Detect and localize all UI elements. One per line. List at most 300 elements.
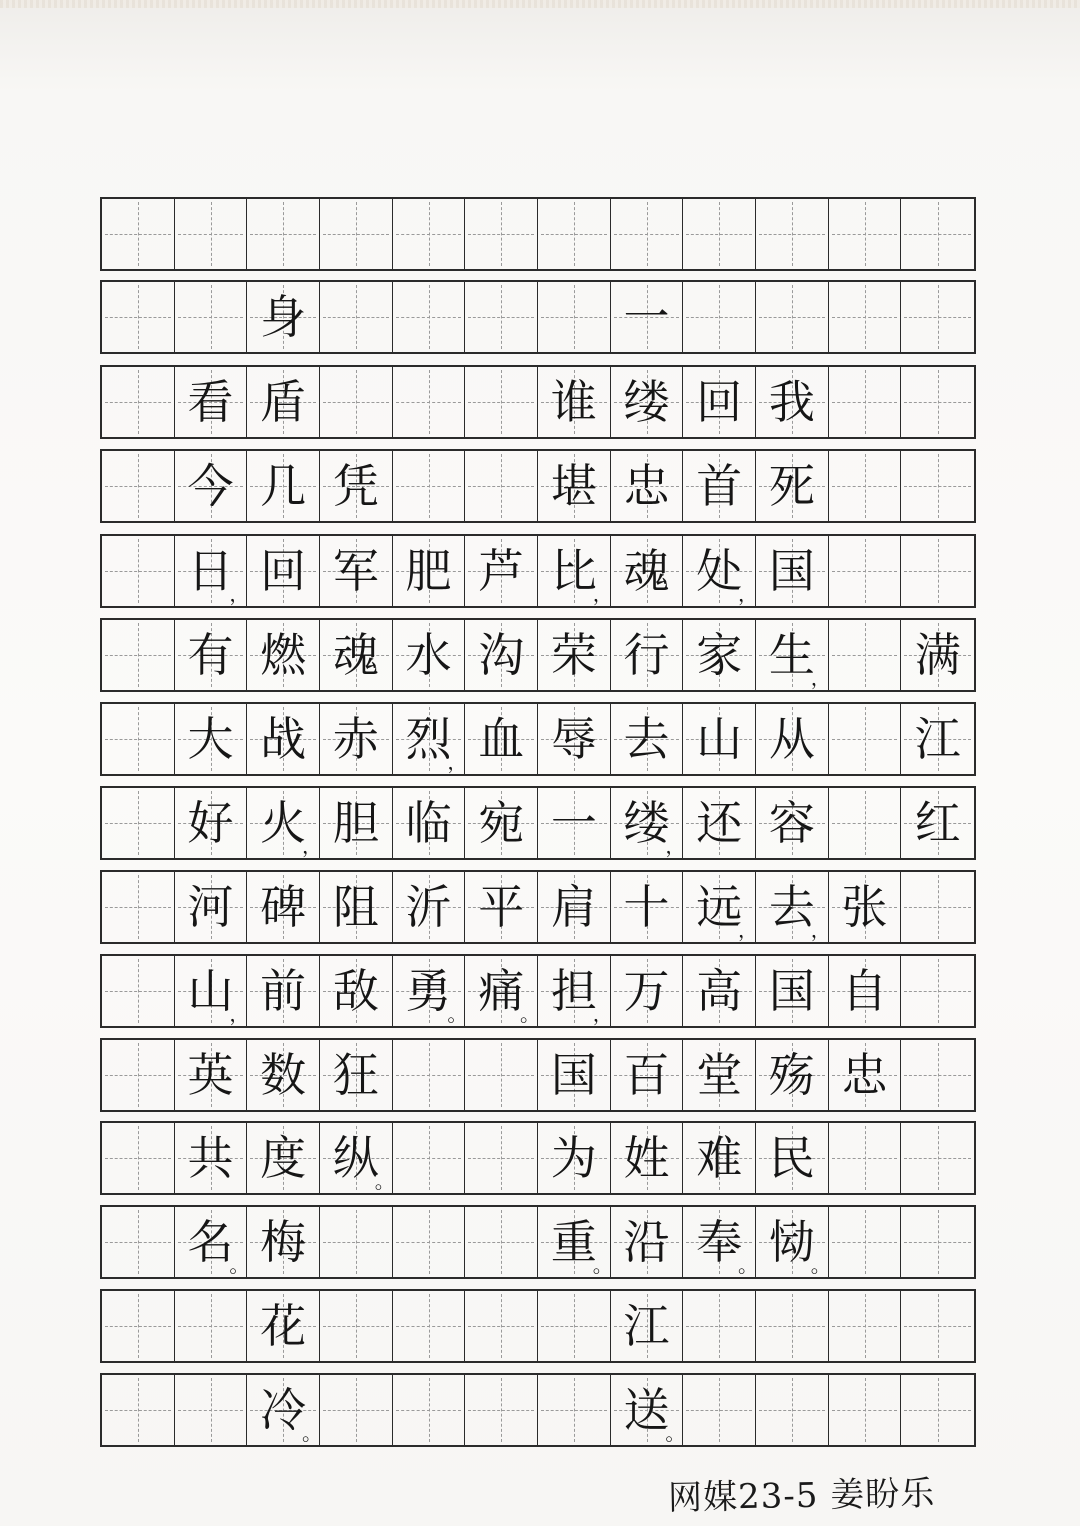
grid-cell bbox=[756, 872, 829, 942]
handwritten-character: 去 bbox=[768, 880, 815, 934]
handwritten-character: 共 bbox=[187, 1131, 234, 1185]
handwritten-character: 红 bbox=[914, 796, 961, 850]
punctuation-mark: ， bbox=[229, 1002, 250, 1026]
grid-cell bbox=[538, 282, 611, 352]
handwritten-character: 狂 bbox=[332, 1048, 379, 1102]
grid-cell bbox=[102, 282, 175, 352]
handwritten-character: 碑 bbox=[260, 880, 307, 934]
grid-cell bbox=[247, 536, 320, 606]
grid-cell bbox=[465, 956, 541, 1026]
punctuation-mark: 。 bbox=[592, 1253, 613, 1277]
punctuation-mark: 。 bbox=[302, 1421, 323, 1445]
handwritten-character: 比 bbox=[550, 544, 597, 598]
handwritten-character: 荣 bbox=[550, 628, 597, 682]
grid-cell bbox=[829, 872, 902, 942]
grid-cell bbox=[393, 704, 466, 774]
grid-cell bbox=[829, 1123, 902, 1193]
grid-cell bbox=[611, 872, 684, 942]
handwritten-character: 冷 bbox=[260, 1383, 307, 1437]
grid-cell bbox=[538, 536, 611, 606]
grid-cell bbox=[175, 451, 248, 521]
grid-cell bbox=[465, 1040, 538, 1110]
grid-cell bbox=[465, 367, 538, 437]
grid-cell bbox=[901, 788, 974, 858]
handwritten-character: 赤 bbox=[332, 712, 379, 766]
grid-cell bbox=[465, 1123, 538, 1193]
handwritten-character: 自 bbox=[841, 964, 888, 1018]
grid-cell bbox=[901, 536, 974, 606]
grid-cell bbox=[320, 956, 393, 1026]
grid-cell bbox=[901, 956, 974, 1026]
handwritten-character: 燃 bbox=[260, 628, 307, 682]
grid-cell bbox=[102, 199, 175, 269]
punctuation-mark: 。 bbox=[738, 1253, 759, 1277]
handwritten-character: 盾 bbox=[260, 375, 307, 429]
handwritten-character: 生 bbox=[768, 628, 815, 682]
grid-cell bbox=[611, 367, 684, 437]
grid-cell bbox=[611, 1123, 684, 1193]
grid-cell bbox=[465, 1375, 538, 1445]
grid-cell bbox=[756, 1375, 829, 1445]
grid-cell bbox=[901, 451, 974, 521]
grid-cell bbox=[683, 704, 756, 774]
handwritten-character: 血 bbox=[478, 712, 525, 766]
grid-cell bbox=[175, 1123, 248, 1193]
handwritten-character: 看 bbox=[187, 375, 234, 429]
grid-cell bbox=[175, 1291, 248, 1361]
grid-cell bbox=[175, 956, 248, 1026]
grid-cell bbox=[175, 367, 248, 437]
grid-cell bbox=[320, 451, 393, 521]
handwritten-character: 忠 bbox=[623, 459, 670, 513]
grid-cell bbox=[829, 704, 902, 774]
grid-cell bbox=[756, 282, 829, 352]
grid-cell bbox=[102, 872, 175, 942]
handwritten-character: 万 bbox=[623, 964, 670, 1018]
grid-cell bbox=[320, 704, 393, 774]
grid-cell bbox=[538, 199, 611, 269]
handwritten-character: 担 bbox=[550, 964, 597, 1018]
grid-cell bbox=[683, 1375, 756, 1445]
handwritten-character: 缕 bbox=[623, 375, 670, 429]
grid-row bbox=[100, 1038, 976, 1112]
handwritten-character: 堪 bbox=[550, 459, 597, 513]
handwritten-character: 送 bbox=[623, 1383, 670, 1437]
handwritten-character: 前 bbox=[260, 964, 307, 1018]
grid-cell bbox=[756, 1123, 829, 1193]
grid-cell bbox=[393, 451, 466, 521]
grid-cell bbox=[393, 956, 466, 1026]
handwritten-character: 沂 bbox=[405, 880, 452, 934]
punctuation-mark: ， bbox=[665, 834, 686, 858]
handwritten-character: 死 bbox=[768, 459, 815, 513]
grid-cell bbox=[538, 367, 611, 437]
grid-cell bbox=[683, 956, 756, 1026]
grid-cell bbox=[538, 1123, 611, 1193]
handwritten-character: 芦 bbox=[478, 544, 525, 598]
grid-cell bbox=[683, 620, 756, 690]
grid-cell bbox=[901, 1291, 974, 1361]
handwritten-character: 难 bbox=[696, 1131, 743, 1185]
grid-cell bbox=[247, 451, 320, 521]
grid-cell bbox=[829, 956, 902, 1026]
punctuation-mark: ， bbox=[810, 918, 831, 942]
handwritten-character: 沿 bbox=[623, 1215, 670, 1269]
grid-cell bbox=[538, 956, 611, 1026]
handwritten-character: 容 bbox=[768, 796, 815, 850]
handwritten-character: 满 bbox=[914, 628, 961, 682]
grid-cell bbox=[175, 872, 248, 942]
grid-cell bbox=[611, 1375, 684, 1445]
grid-row bbox=[100, 1121, 976, 1195]
handwritten-character: 远 bbox=[696, 880, 743, 934]
punctuation-mark: ， bbox=[447, 750, 468, 774]
grid-cell bbox=[756, 451, 829, 521]
grid-row bbox=[100, 534, 976, 608]
grid-cell bbox=[901, 1040, 974, 1110]
grid-cell bbox=[393, 282, 466, 352]
punctuation-mark: 。 bbox=[665, 1421, 686, 1445]
handwritten-character: 民 bbox=[768, 1131, 815, 1185]
grid-cell bbox=[683, 367, 756, 437]
handwritten-character: 好 bbox=[187, 796, 234, 850]
grid-row bbox=[100, 786, 976, 860]
grid-cell bbox=[320, 1207, 393, 1277]
grid-cell bbox=[611, 282, 684, 352]
grid-cell bbox=[901, 1123, 974, 1193]
punctuation-mark: 。 bbox=[810, 1253, 831, 1277]
punctuation-mark: 。 bbox=[520, 1002, 541, 1026]
grid-cell bbox=[465, 788, 538, 858]
grid-cell bbox=[247, 620, 320, 690]
grid-cell bbox=[611, 620, 684, 690]
grid-cell bbox=[175, 1040, 248, 1110]
grid-cell bbox=[175, 282, 248, 352]
handwritten-character: 辱 bbox=[550, 712, 597, 766]
handwritten-character: 缕 bbox=[623, 796, 670, 850]
handwritten-character: 姓 bbox=[623, 1131, 670, 1185]
grid-cell bbox=[683, 1207, 759, 1277]
handwritten-character: 去 bbox=[623, 712, 670, 766]
grid-cell bbox=[465, 704, 538, 774]
grid-cell bbox=[247, 872, 320, 942]
grid-cell bbox=[829, 620, 902, 690]
grid-cell bbox=[393, 1375, 466, 1445]
handwritten-character: 重 bbox=[550, 1215, 597, 1269]
grid-row bbox=[100, 449, 976, 523]
handwritten-character: 名 bbox=[187, 1215, 234, 1269]
handwritten-character: 江 bbox=[623, 1299, 670, 1353]
handwritten-character: 山 bbox=[187, 964, 234, 1018]
grid-cell bbox=[247, 1291, 320, 1361]
grid-cell bbox=[901, 282, 974, 352]
grid-cell bbox=[611, 956, 684, 1026]
handwritten-character: 平 bbox=[478, 880, 525, 934]
punctuation-mark: ， bbox=[738, 918, 759, 942]
grid-row bbox=[100, 365, 976, 439]
grid-cell bbox=[320, 282, 393, 352]
grid-cell bbox=[102, 788, 175, 858]
handwritten-character: 数 bbox=[260, 1048, 307, 1102]
grid-cell bbox=[102, 1040, 175, 1110]
grid-cell bbox=[465, 282, 538, 352]
grid-row bbox=[100, 1373, 976, 1447]
grid-cell bbox=[829, 1040, 902, 1110]
grid-cell bbox=[393, 367, 466, 437]
handwritten-character: 国 bbox=[550, 1048, 597, 1102]
handwritten-character: 烈 bbox=[405, 712, 452, 766]
grid-cell bbox=[683, 1040, 756, 1110]
handwritten-character: 国 bbox=[768, 544, 815, 598]
grid-cell bbox=[102, 956, 175, 1026]
grid-cell bbox=[465, 620, 538, 690]
grid-cell bbox=[320, 1040, 393, 1110]
handwritten-character: 奉 bbox=[696, 1215, 743, 1269]
grid-cell bbox=[538, 788, 611, 858]
grid-cell bbox=[611, 1040, 684, 1110]
grid-cell bbox=[611, 199, 684, 269]
punctuation-mark: 。 bbox=[229, 1253, 250, 1277]
grid-cell bbox=[247, 788, 323, 858]
grid-cell bbox=[538, 620, 611, 690]
grid-cell bbox=[320, 872, 393, 942]
grid-cell bbox=[393, 199, 466, 269]
handwritten-character: 魂 bbox=[332, 628, 379, 682]
grid-cell bbox=[611, 788, 684, 858]
grid-cell bbox=[683, 1291, 756, 1361]
grid-cell bbox=[611, 451, 684, 521]
grid-row bbox=[100, 702, 976, 776]
grid-row bbox=[100, 954, 976, 1028]
handwritten-character: 一 bbox=[623, 290, 670, 344]
grid-cell bbox=[393, 1040, 466, 1110]
grid-row bbox=[100, 280, 976, 354]
handwritten-character: 从 bbox=[768, 712, 815, 766]
grid-cell bbox=[683, 199, 756, 269]
punctuation-mark: ， bbox=[738, 582, 759, 606]
grid-cell bbox=[683, 1123, 756, 1193]
grid-cell bbox=[247, 1123, 320, 1193]
grid-cell bbox=[829, 788, 902, 858]
grid-cell bbox=[611, 704, 684, 774]
handwritten-character: 大 bbox=[187, 712, 234, 766]
grid-cell bbox=[102, 536, 175, 606]
grid-cell bbox=[393, 1123, 466, 1193]
grid-cell bbox=[465, 199, 538, 269]
punctuation-mark: ， bbox=[810, 666, 831, 690]
handwritten-character: 江 bbox=[914, 712, 961, 766]
grid-cell bbox=[683, 872, 759, 942]
grid-cell bbox=[901, 620, 974, 690]
grid-cell bbox=[247, 1040, 320, 1110]
grid-cell bbox=[901, 367, 974, 437]
grid-cell bbox=[102, 451, 175, 521]
grid-cell bbox=[320, 199, 393, 269]
handwritten-character: 我 bbox=[768, 375, 815, 429]
grid-row bbox=[100, 197, 976, 271]
grid-cell bbox=[756, 956, 829, 1026]
grid-cell bbox=[901, 1375, 974, 1445]
handwritten-character: 战 bbox=[260, 712, 307, 766]
author-signature: 网媒23-5 姜盼乐 bbox=[667, 1473, 936, 1519]
grid-cell bbox=[247, 199, 320, 269]
punctuation-mark: ， bbox=[302, 834, 323, 858]
grid-cell bbox=[756, 788, 829, 858]
grid-cell bbox=[683, 282, 756, 352]
grid-cell bbox=[538, 451, 611, 521]
grid-cell bbox=[829, 536, 902, 606]
handwritten-character: 回 bbox=[696, 375, 743, 429]
grid-cell bbox=[611, 536, 684, 606]
grid-cell bbox=[175, 1207, 248, 1277]
grid-cell bbox=[538, 872, 611, 942]
grid-cell bbox=[538, 1291, 611, 1361]
grid-cell bbox=[829, 1291, 902, 1361]
grid-cell bbox=[611, 1291, 684, 1361]
handwritten-character: 度 bbox=[260, 1131, 307, 1185]
handwritten-character: 勇 bbox=[405, 964, 452, 1018]
grid-cell bbox=[393, 536, 466, 606]
grid-cell bbox=[756, 1040, 829, 1110]
grid-cell bbox=[538, 1040, 611, 1110]
handwritten-character: 肥 bbox=[405, 544, 452, 598]
grid-cell bbox=[901, 1207, 974, 1277]
grid-cell bbox=[175, 788, 248, 858]
handwritten-character: 几 bbox=[260, 459, 307, 513]
handwritten-character: 张 bbox=[841, 880, 888, 934]
handwritten-character: 火 bbox=[260, 796, 307, 850]
grid-cell bbox=[102, 1207, 175, 1277]
grid-cell bbox=[102, 367, 175, 437]
grid-cell bbox=[320, 1375, 393, 1445]
grid-cell bbox=[175, 1375, 248, 1445]
handwritten-character: 为 bbox=[550, 1131, 597, 1185]
handwritten-character: 今 bbox=[187, 459, 234, 513]
grid-cell bbox=[320, 1291, 393, 1361]
grid-cell bbox=[829, 451, 902, 521]
grid-cell bbox=[683, 788, 756, 858]
handwritten-character: 痛 bbox=[478, 964, 525, 1018]
handwritten-character: 殇 bbox=[768, 1048, 815, 1102]
handwritten-character: 宛 bbox=[478, 796, 525, 850]
handwritten-character: 水 bbox=[405, 628, 452, 682]
handwritten-character: 临 bbox=[405, 796, 452, 850]
grid-row bbox=[100, 1205, 976, 1279]
grid-cell bbox=[175, 620, 248, 690]
grid-cell bbox=[247, 367, 320, 437]
grid-cell bbox=[756, 1207, 829, 1277]
handwritten-character: 凭 bbox=[332, 459, 379, 513]
handwritten-character: 肩 bbox=[550, 880, 597, 934]
handwritten-character: 行 bbox=[623, 628, 670, 682]
grid-cell bbox=[175, 704, 248, 774]
grid-cell bbox=[320, 788, 393, 858]
grid-cell bbox=[247, 1207, 320, 1277]
grid-cell bbox=[611, 1207, 684, 1277]
grid-cell bbox=[247, 956, 320, 1026]
handwritten-character: 河 bbox=[187, 880, 234, 934]
grid-cell bbox=[683, 536, 759, 606]
grid-cell bbox=[175, 536, 248, 606]
grid-row bbox=[100, 618, 976, 692]
grid-cell bbox=[393, 788, 466, 858]
handwritten-character: 十 bbox=[623, 880, 670, 934]
grid-cell bbox=[175, 199, 248, 269]
handwritten-character: 胆 bbox=[332, 796, 379, 850]
handwritten-character: 英 bbox=[187, 1048, 234, 1102]
grid-cell bbox=[901, 704, 974, 774]
handwritten-character: 家 bbox=[696, 628, 743, 682]
handwritten-character: 有 bbox=[187, 628, 234, 682]
grid-cell bbox=[829, 1207, 902, 1277]
grid-cell bbox=[756, 536, 829, 606]
grid-cell bbox=[247, 1375, 323, 1445]
grid-cell bbox=[756, 1291, 829, 1361]
punctuation-mark: ， bbox=[592, 582, 613, 606]
grid-cell bbox=[247, 282, 320, 352]
grid-cell bbox=[102, 1375, 175, 1445]
punctuation-mark: 。 bbox=[447, 1002, 468, 1026]
handwritten-character: 阻 bbox=[332, 880, 379, 934]
grid-cell bbox=[756, 620, 829, 690]
handwritten-character: 恸 bbox=[768, 1215, 815, 1269]
grid-cell bbox=[393, 620, 466, 690]
grid-cell bbox=[320, 1123, 393, 1193]
grid-cell bbox=[538, 704, 611, 774]
handwritten-character: 堂 bbox=[696, 1048, 743, 1102]
grid-row bbox=[100, 870, 976, 944]
handwritten-character: 谁 bbox=[550, 375, 597, 429]
grid-row bbox=[100, 1289, 976, 1363]
grid-cell bbox=[829, 199, 902, 269]
grid-cell bbox=[393, 872, 466, 942]
grid-cell bbox=[901, 199, 974, 269]
grid-cell bbox=[829, 282, 902, 352]
grid-cell bbox=[393, 1291, 466, 1361]
handwritten-character: 忠 bbox=[841, 1048, 888, 1102]
grid-cell bbox=[102, 620, 175, 690]
grid-cell bbox=[901, 872, 974, 942]
handwritten-character: 沟 bbox=[478, 628, 525, 682]
grid-cell bbox=[465, 1291, 538, 1361]
grid-cell bbox=[538, 1375, 611, 1445]
grid-cell bbox=[393, 1207, 466, 1277]
grid-cell bbox=[320, 367, 393, 437]
handwritten-character: 一 bbox=[550, 796, 597, 850]
handwritten-character: 梅 bbox=[260, 1215, 307, 1269]
grid-cell bbox=[320, 536, 393, 606]
handwritten-character: 山 bbox=[696, 712, 743, 766]
handwritten-character: 国 bbox=[768, 964, 815, 1018]
grid-cell bbox=[538, 1207, 611, 1277]
handwritten-character: 还 bbox=[696, 796, 743, 850]
grid-cell bbox=[102, 1123, 175, 1193]
grid-cell bbox=[465, 872, 538, 942]
grid-cell bbox=[247, 704, 320, 774]
grid-cell bbox=[829, 367, 902, 437]
handwritten-character: 日 bbox=[187, 544, 234, 598]
handwritten-character: 纵 bbox=[332, 1131, 379, 1185]
grid-cell bbox=[465, 536, 538, 606]
grid-cell bbox=[320, 620, 393, 690]
grid-cell bbox=[683, 451, 756, 521]
handwritten-character: 首 bbox=[696, 459, 743, 513]
grid-cell bbox=[756, 199, 829, 269]
grid-cell bbox=[102, 1291, 175, 1361]
handwritten-character: 敌 bbox=[332, 964, 379, 1018]
handwritten-character: 军 bbox=[332, 544, 379, 598]
handwritten-character: 魂 bbox=[623, 544, 670, 598]
